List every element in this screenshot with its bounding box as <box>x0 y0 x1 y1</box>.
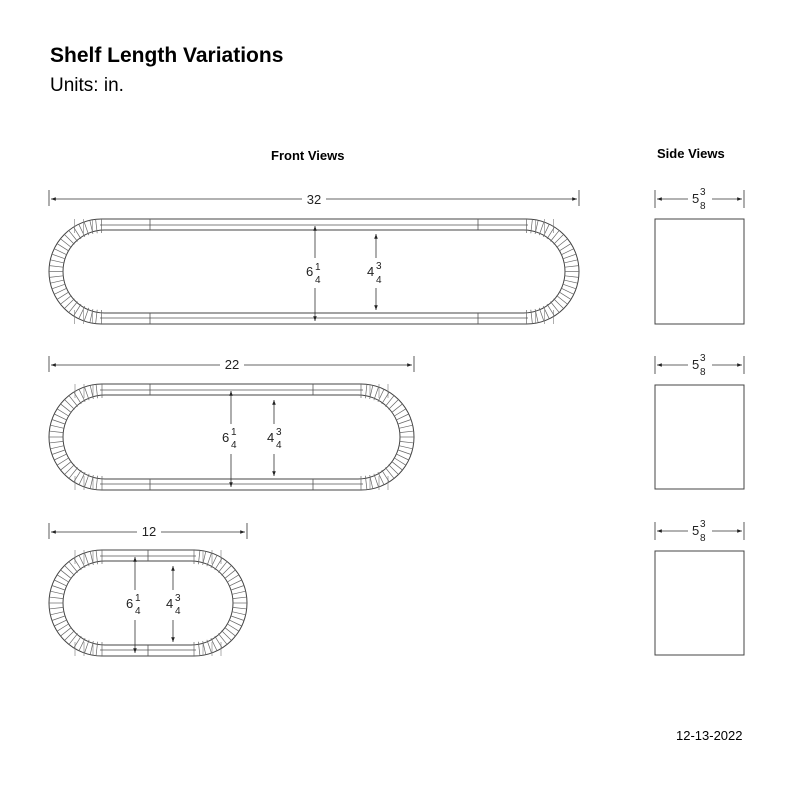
slat-tick <box>54 454 67 460</box>
slat-tick <box>54 620 67 626</box>
svg-text:3: 3 <box>376 261 382 272</box>
svg-text:8: 8 <box>700 533 706 544</box>
shelf-outline <box>49 219 579 324</box>
rail-lines <box>100 219 528 324</box>
slat-tick <box>54 288 67 294</box>
side-view-1 <box>655 187 744 324</box>
slat-tick <box>49 607 63 609</box>
depth-label <box>692 187 706 212</box>
svg-text:1: 1 <box>231 427 237 438</box>
svg-text:4: 4 <box>267 430 275 445</box>
svg-text:4: 4 <box>135 606 141 617</box>
inner-height-label <box>166 593 181 617</box>
slat-tick <box>233 607 247 609</box>
slat-tick <box>559 292 571 299</box>
outer-height-label <box>222 427 237 451</box>
side-profile <box>655 551 744 655</box>
slat-tick <box>52 450 65 455</box>
slat-tick <box>52 586 65 591</box>
svg-text:3: 3 <box>700 187 706 198</box>
slat-tick <box>231 616 244 621</box>
rail-lines <box>100 550 196 656</box>
slat-tick <box>398 420 411 425</box>
slat-tick <box>52 254 65 259</box>
slat-tick <box>232 612 246 615</box>
slat-tick <box>559 244 571 251</box>
slat-tick <box>49 597 63 599</box>
slat-tick <box>565 266 579 268</box>
slat-tick <box>232 591 246 594</box>
front-view-32 <box>49 190 579 324</box>
slat-tick <box>49 431 63 433</box>
svg-text:4: 4 <box>175 606 181 617</box>
slat-tick <box>79 224 85 237</box>
shelf-slat-ticks <box>49 550 247 656</box>
svg-text:4: 4 <box>276 440 282 451</box>
side-view-3 <box>655 519 744 655</box>
slat-tick <box>49 276 63 278</box>
svg-text:1: 1 <box>135 593 141 604</box>
side-profile <box>655 385 744 489</box>
slat-tick <box>561 249 574 255</box>
slat-tick <box>84 222 89 235</box>
slat-tick <box>374 387 379 400</box>
shelf-slat-ticks <box>49 219 579 324</box>
inner-height-label <box>267 427 282 451</box>
slat-tick <box>50 260 64 263</box>
svg-text:3: 3 <box>276 427 282 438</box>
slat-tick <box>50 612 64 615</box>
slat-tick <box>539 222 544 235</box>
svg-text:5: 5 <box>692 523 700 538</box>
side-views-heading: Side Views <box>657 146 725 161</box>
slat-tick <box>50 591 64 594</box>
slat-tick <box>227 624 239 631</box>
slat-tick <box>229 620 242 626</box>
slat-tick <box>85 474 90 487</box>
slat-tick <box>231 586 244 591</box>
slat-tick <box>49 266 63 268</box>
slat-tick <box>227 575 239 582</box>
slat-tick <box>50 425 64 428</box>
slat-tick <box>563 254 576 259</box>
slat-tick <box>52 616 65 621</box>
svg-text:5: 5 <box>692 191 700 206</box>
length-label: 12 <box>141 524 157 539</box>
slat-tick <box>564 280 578 283</box>
svg-text:6: 6 <box>126 596 134 611</box>
slat-tick <box>57 458 69 465</box>
slat-tick <box>207 553 212 566</box>
depth-label <box>692 353 706 378</box>
side-profile <box>655 219 744 324</box>
page-title: Shelf Length Variations <box>50 44 284 67</box>
slat-tick <box>85 553 90 566</box>
slat-tick <box>394 409 406 416</box>
slat-tick <box>563 284 576 289</box>
front-view-12 <box>49 523 247 656</box>
slat-tick <box>57 624 69 631</box>
slat-tick <box>207 640 212 653</box>
svg-text:4: 4 <box>367 264 375 279</box>
slat-tick <box>85 387 90 400</box>
svg-text:3: 3 <box>700 519 706 530</box>
slat-tick <box>374 474 379 487</box>
slat-tick <box>396 414 409 420</box>
length-label: 22 <box>224 357 240 372</box>
svg-text:6: 6 <box>306 264 314 279</box>
slat-tick <box>57 244 69 251</box>
slat-tick <box>398 450 411 455</box>
slat-tick <box>85 640 90 653</box>
inner-height-label <box>367 261 382 286</box>
slat-tick <box>54 580 67 586</box>
slat-tick <box>50 280 64 283</box>
slat-tick <box>400 431 414 433</box>
slat-tick <box>543 306 549 319</box>
length-label: 32 <box>306 192 322 207</box>
slat-tick <box>57 292 69 299</box>
slat-tick <box>52 420 65 425</box>
svg-text:4: 4 <box>315 275 321 286</box>
slat-tick <box>57 575 69 582</box>
outer-height-label <box>306 262 321 286</box>
slat-tick <box>394 458 406 465</box>
svg-text:8: 8 <box>700 367 706 378</box>
slat-tick <box>564 260 578 263</box>
svg-text:4: 4 <box>231 440 237 451</box>
slat-tick <box>50 446 64 449</box>
slat-tick <box>229 580 242 586</box>
slat-tick <box>399 446 413 449</box>
depth-label <box>692 519 706 544</box>
slat-tick <box>399 425 413 428</box>
slat-tick <box>57 409 69 416</box>
front-view-22 <box>49 356 414 490</box>
slat-tick <box>400 441 414 443</box>
svg-text:4: 4 <box>166 596 174 611</box>
slat-tick <box>561 288 574 294</box>
svg-text:3: 3 <box>700 353 706 364</box>
date-stamp: 12-13-2022 <box>676 728 743 743</box>
slat-tick <box>79 306 85 319</box>
units-label: Units: in. <box>50 75 124 96</box>
slat-tick <box>565 276 579 278</box>
slat-tick <box>54 249 67 255</box>
svg-text:6: 6 <box>222 430 230 445</box>
front-views-heading: Front Views <box>271 148 345 163</box>
slat-tick <box>52 284 65 289</box>
slat-tick <box>84 308 89 321</box>
slat-tick <box>396 454 409 460</box>
slat-tick <box>543 224 549 237</box>
svg-text:8: 8 <box>700 201 706 212</box>
svg-text:4: 4 <box>376 275 382 286</box>
slat-tick <box>49 441 63 443</box>
slat-tick <box>539 308 544 321</box>
svg-text:5: 5 <box>692 357 700 372</box>
svg-text:1: 1 <box>315 262 321 273</box>
outer-height-label <box>126 593 141 617</box>
slat-tick <box>54 414 67 420</box>
slat-tick <box>233 597 247 599</box>
side-view-2 <box>655 353 744 489</box>
svg-text:3: 3 <box>175 593 181 604</box>
